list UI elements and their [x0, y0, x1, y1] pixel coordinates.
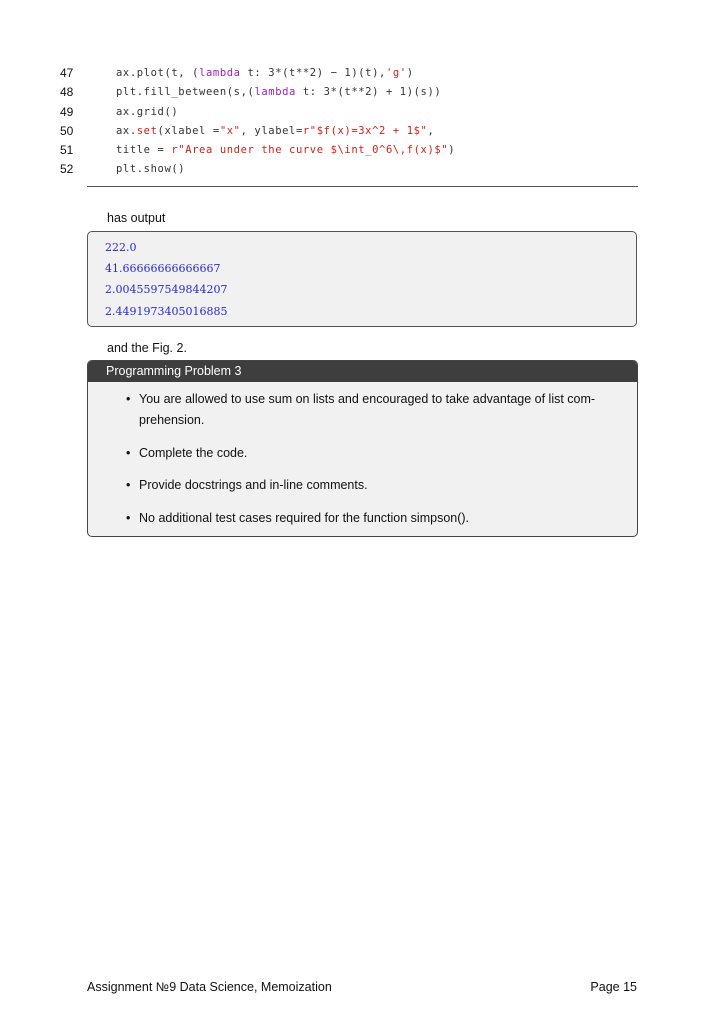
- code-text: plt.fill_between(s,(lambda t: 3*(t**2) + 1)(s)): [116, 86, 442, 99]
- problem-title: Programming Problem 3: [88, 361, 637, 382]
- code-listing: [0, 64, 724, 180]
- footer-title: Assignment №9 Data Science, Memoization: [87, 980, 332, 994]
- code-text: ax.plot(t, (lambda t: 3*(t**2) − 1)(t),'g'): [116, 67, 414, 79]
- list-item-text: No additional test cases required for the function simpson().: [139, 511, 470, 525]
- list-item: [126, 475, 616, 496]
- list-item: [126, 508, 616, 529]
- list-item: [126, 389, 616, 431]
- figure-reference: and the Fig. 2.: [107, 341, 187, 355]
- code-line: [0, 141, 724, 160]
- page-number: Page 15: [590, 980, 637, 994]
- bullet-icon: •: [126, 478, 131, 492]
- output-box: [87, 231, 637, 327]
- code-text: plt.show(): [116, 163, 186, 176]
- line-number: 48: [60, 85, 74, 100]
- bullet-icon: •: [126, 392, 131, 406]
- line-number: 47: [60, 66, 74, 80]
- output-line: 2.0045597549844207: [105, 283, 228, 296]
- output-line: 41.66666666666667: [105, 262, 221, 275]
- line-number: 52: [60, 162, 74, 177]
- code-text: title = r"Area under the curve $\int_0^6\,f(x)$"): [116, 144, 456, 157]
- line-number: 49: [60, 104, 74, 119]
- line-number: 51: [60, 143, 74, 158]
- bullet-icon: •: [126, 446, 131, 460]
- output-line: 222.0: [105, 241, 137, 254]
- code-text: ax.grid(): [116, 105, 179, 118]
- code-line: [0, 83, 724, 102]
- code-line: [0, 160, 724, 179]
- code-line: [0, 64, 724, 83]
- output-line: 2.4491973405016885: [105, 305, 228, 318]
- code-line: [0, 103, 724, 122]
- list-item-text: You are allowed to use sum on lists and encouraged to take advantage of list com- prehension.: [139, 392, 596, 427]
- output-intro: has output: [107, 211, 166, 225]
- programming-problem-box: [87, 360, 638, 537]
- code-line: [0, 122, 724, 141]
- listing-bottom-rule: [87, 186, 638, 187]
- list-item: [126, 443, 616, 464]
- bullet-icon: •: [126, 511, 131, 525]
- list-item-text: Provide docstrings and in-line comments.: [139, 478, 368, 492]
- list-item-text: Complete the code.: [139, 446, 248, 460]
- code-text: ax.set(xlabel ="x", ylabel=r"$f(x)=3x^2 + 1$",: [116, 124, 435, 137]
- line-number: 50: [60, 123, 74, 138]
